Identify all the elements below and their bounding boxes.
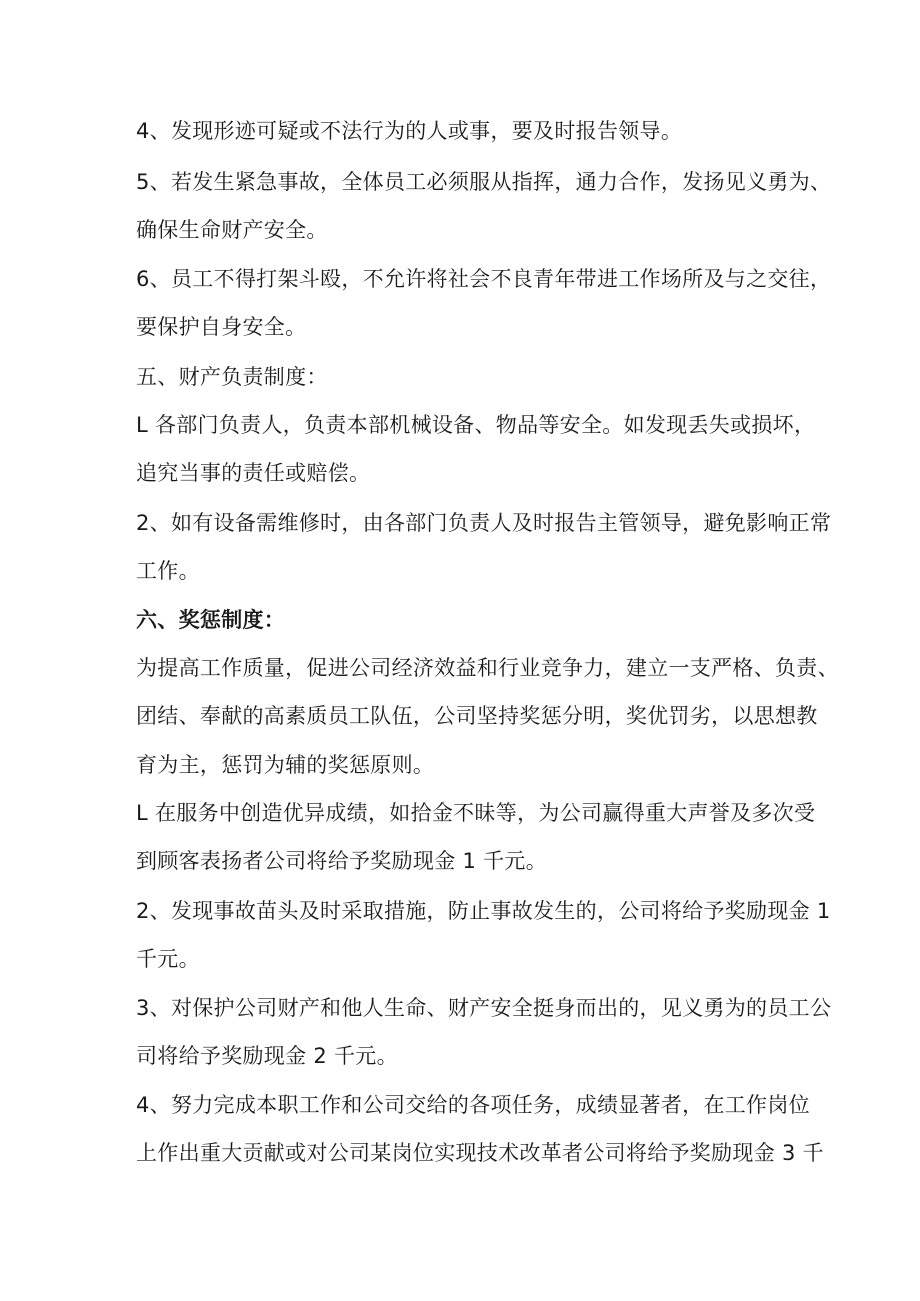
text-line: L 在服务中创造优异成绩，如拾金不昧等，为公司赢得重大声誉及多次受 <box>136 801 816 825</box>
text-line: 到顾客表扬者公司将给予奖励现金 1 千元。 <box>136 849 548 873</box>
text-line: 追究当事的责任或赔偿。 <box>136 461 371 485</box>
text-line: 3、对保护公司财产和他人生命、财产安全挺身而出的，见义勇为的员工公 <box>136 996 832 1020</box>
text-line: 为提高工作质量，促进公司经济效益和行业竞争力，建立一支严格、负责、 <box>136 656 839 680</box>
text-line: 育为主，惩罚为辅的奖惩原则。 <box>136 753 435 777</box>
section-heading: 五、财产负责制度： <box>136 365 328 389</box>
text-line: 6、员工不得打架斗殴，不允许将社会不良青年带进工作场所及与之交往， <box>136 267 832 291</box>
text-line: 工作。 <box>136 559 200 583</box>
text-line: 司将给予奖励现金 2 千元。 <box>136 1044 398 1068</box>
text-line: 2、发现事故苗头及时采取措施，防止事故发生的，公司将给予奖励现金 1 <box>136 899 831 923</box>
text-line: 要保护自身安全。 <box>136 315 307 339</box>
text-line: 5、若发生紧急事故，全体员工必须服从指挥，通力合作，发扬见义勇为、 <box>136 170 832 194</box>
text-line: 团结、奉献的高素质员工队伍，公司坚持奖惩分明，奖优罚劣，以思想教 <box>136 704 818 728</box>
text-line: 上作出重大贡献或对公司某岗位实现技术改革者公司将给予奖励现金 3 千 <box>136 1141 824 1165</box>
section-heading: 六、奖惩制度： <box>136 608 286 632</box>
text-line: 确保生命财产安全。 <box>136 218 328 242</box>
text-line: 千元。 <box>136 947 200 971</box>
text-line: 4、发现形迹可疑或不法行为的人或事，要及时报告领导。 <box>136 119 683 143</box>
text-line: 4、努力完成本职工作和公司交给的各项任务，成绩显著者，在工作岗位 <box>136 1093 810 1117</box>
text-line: L 各部门负责人，负责本部机械设备、物品等安全。如发现丢失或损坏， <box>136 413 816 437</box>
text-line: 2、如有设备需维修时，由各部门负责人及时报告主管领导，避免影响正常 <box>136 511 832 535</box>
